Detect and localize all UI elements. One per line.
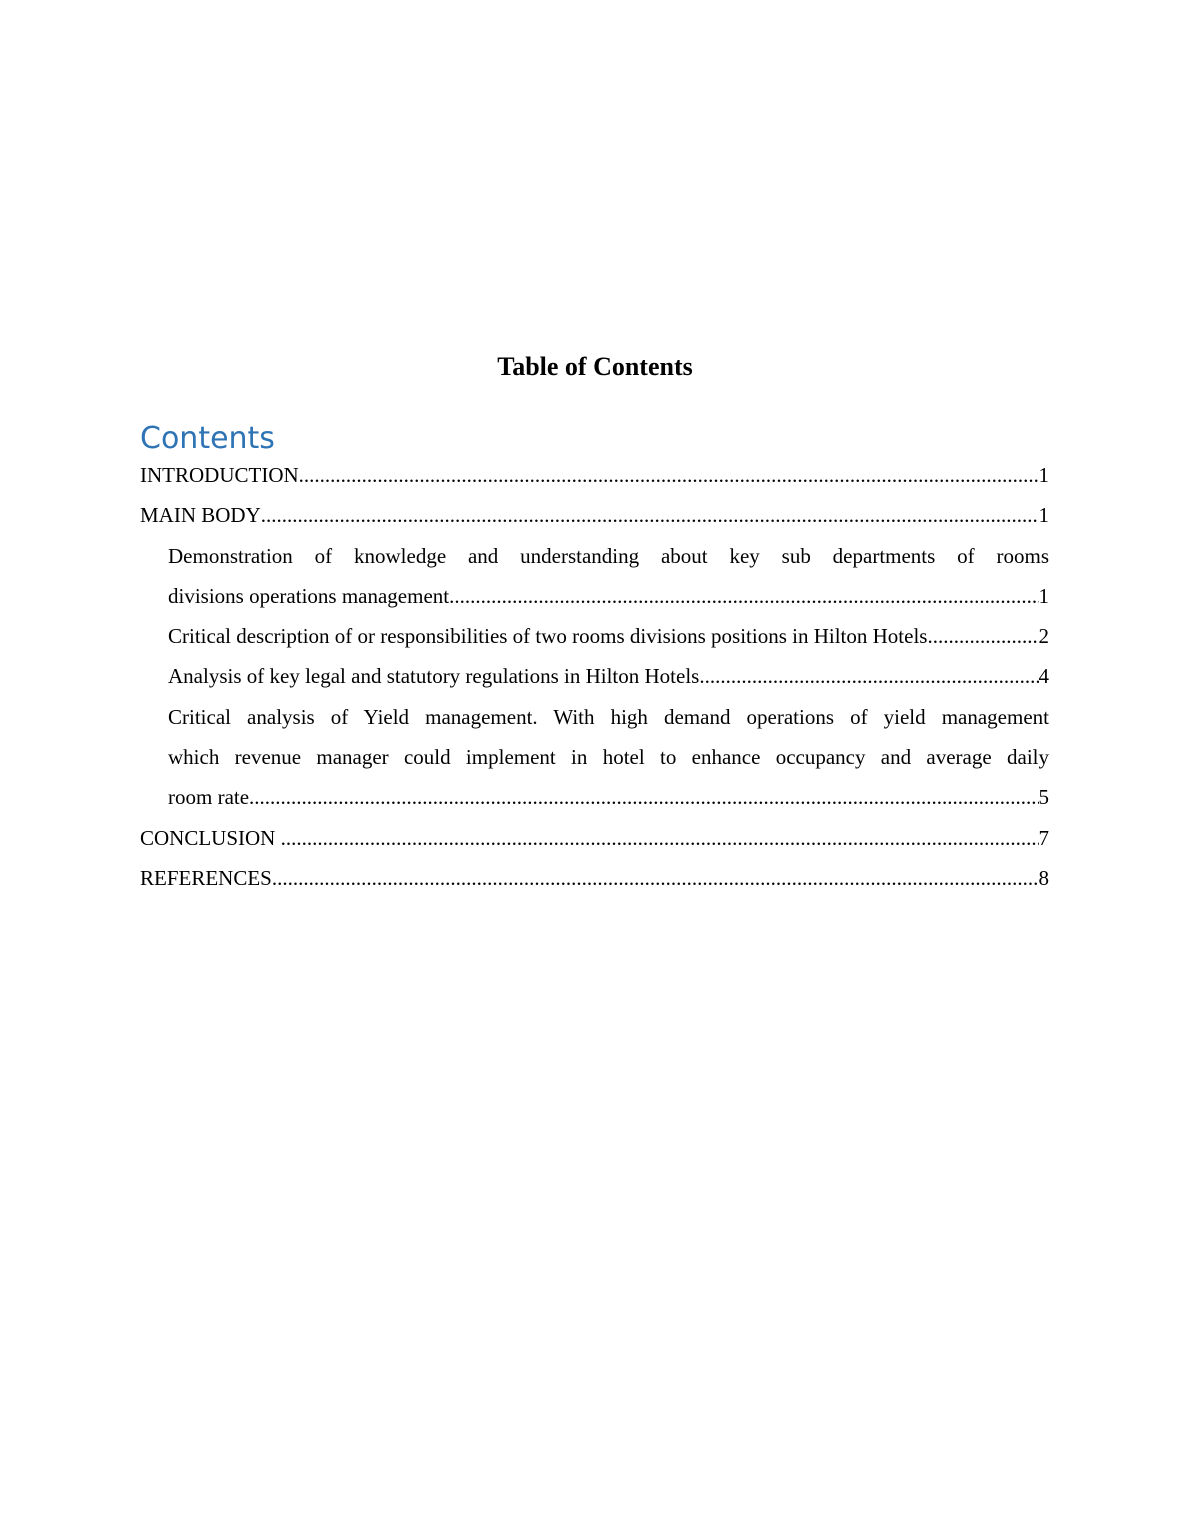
toc-entry-introduction[interactable] bbox=[140, 455, 1049, 495]
toc-entry-label: Critical description of or responsibilities of two rooms divisions positions in Hilton Hotels. bbox=[168, 624, 933, 649]
dot-leader bbox=[699, 656, 1038, 696]
toc-entry-label-line: Demonstration of knowledge and understanding about key sub departments of rooms bbox=[168, 543, 1049, 568]
toc-title: Contents bbox=[140, 421, 275, 456]
toc-entry-label: INTRODUCTION bbox=[140, 463, 299, 487]
toc-entry-label-line: Critical analysis of Yield management. With high demand operations of yield management bbox=[168, 704, 1049, 729]
dot-leader bbox=[272, 858, 1039, 898]
toc-entry-page: 5 bbox=[1038, 785, 1049, 810]
toc-entry-label: CONCLUSION bbox=[140, 825, 281, 850]
toc-entry-label: REFERENCES bbox=[140, 865, 272, 890]
toc-entry-label: divisions operations management bbox=[168, 583, 450, 608]
dot-leader bbox=[281, 818, 1039, 858]
toc-entry-label: Analysis of key legal and statutory regulations in Hilton Hotels bbox=[168, 664, 700, 689]
toc-entry-page: 2 bbox=[1038, 624, 1049, 649]
dot-leader bbox=[449, 576, 1038, 616]
toc-entry-label-line: which revenue manager could implement in hotel to enhance occupancy and average daily bbox=[168, 745, 1049, 770]
table-of-contents bbox=[140, 455, 1049, 898]
dot-leader bbox=[249, 777, 1038, 817]
toc-entry-analysis-legal-regulations[interactable] bbox=[168, 656, 1049, 696]
dot-leader bbox=[261, 495, 1039, 535]
toc-entry-references[interactable] bbox=[140, 858, 1049, 898]
toc-entry-page: 4 bbox=[1038, 664, 1049, 689]
toc-entry-main-body[interactable] bbox=[140, 495, 1049, 535]
page-heading: Table of Contents bbox=[497, 352, 693, 381]
toc-entry-page: 1 bbox=[1038, 503, 1049, 528]
toc-entry-page: 1 bbox=[1038, 463, 1049, 487]
toc-entry-page: 8 bbox=[1038, 865, 1049, 890]
dot-leader bbox=[933, 616, 1039, 656]
dot-leader bbox=[299, 455, 1039, 495]
toc-entry-yield-management[interactable] bbox=[168, 697, 1049, 818]
toc-entry-page: 7 bbox=[1038, 825, 1049, 850]
toc-entry-page: 1 bbox=[1038, 583, 1049, 608]
toc-entry-critical-description[interactable] bbox=[168, 616, 1049, 656]
toc-entry-conclusion[interactable] bbox=[140, 818, 1049, 858]
toc-entry-label: MAIN BODY bbox=[140, 503, 261, 528]
toc-entry-demonstration-of-knowledge[interactable] bbox=[168, 536, 1049, 617]
toc-entry-label: room rate bbox=[168, 785, 250, 810]
